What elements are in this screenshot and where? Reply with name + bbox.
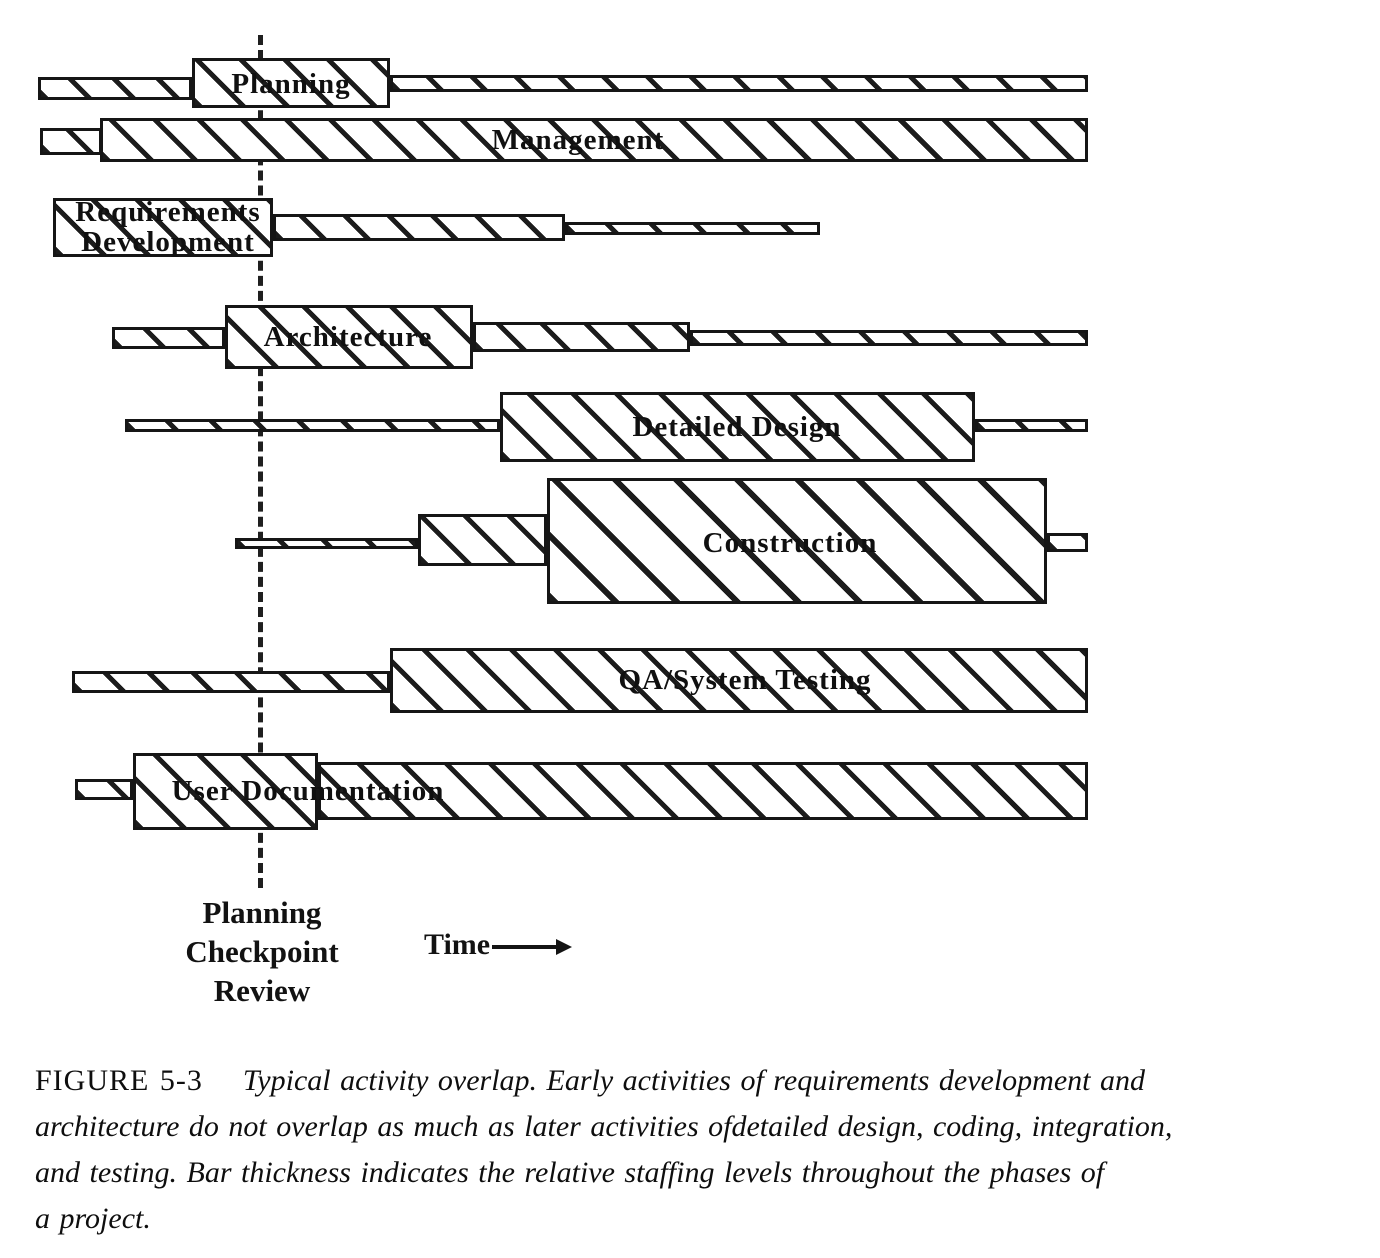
activity-label-planning: Planning — [231, 68, 351, 100]
bar-segment-architecture — [112, 327, 225, 349]
activity-label-user-documentation: User Documentation — [171, 775, 445, 807]
bar-segment-requirements-development — [273, 214, 565, 241]
time-label: Time — [424, 928, 491, 961]
activity-label-architecture: Architecture — [263, 321, 433, 353]
figure-caption — [35, 1058, 1355, 1242]
caption-line-2: architecture do not overlap as much as later activities ofdetailed design, coding, integration, — [35, 1110, 1173, 1143]
checkpoint-label-line: Planning — [202, 895, 322, 930]
bar-segment-architecture — [690, 330, 1088, 346]
bar-segment-detailed-design — [975, 419, 1088, 432]
caption-text: Typical activity overlap. Early activities of requirements development and — [242, 1064, 1145, 1097]
bar-segment-architecture — [473, 322, 690, 352]
bar-segment-management — [40, 128, 102, 155]
bar-segment-requirements-development — [565, 222, 820, 235]
planning-checkpoint-review-label — [185, 893, 338, 1010]
bar-segment-planning — [390, 75, 1088, 92]
bar-segment-construction — [418, 514, 547, 566]
figure-number: FIGURE 5-3 — [35, 1064, 203, 1097]
bar-segment-user-documentation — [75, 779, 133, 800]
bar-segment-construction — [235, 538, 418, 549]
activity-label-requirements-development: Requirements Development — [75, 196, 261, 258]
bar-segment-detailed-design — [125, 419, 500, 432]
caption-line-4: a project. — [35, 1202, 151, 1235]
time-arrow — [492, 945, 556, 949]
activity-label-construction: Construction — [702, 527, 878, 559]
bar-segment-planning — [38, 77, 192, 100]
activity-label-qa-system-testing: QA/System Testing — [618, 664, 872, 696]
activity-label-detailed-design: Detailed Design — [632, 411, 842, 443]
checkpoint-label-line: Checkpoint — [185, 934, 339, 969]
bar-segment-construction — [1047, 533, 1088, 552]
checkpoint-label-line: Review — [213, 973, 311, 1008]
bar-segment-qa-system-testing — [72, 671, 390, 693]
caption-line-1 — [35, 1058, 1355, 1104]
caption-line-3: and testing. Bar thickness indicates the relative staffing levels throughout the phases of — [35, 1156, 1105, 1189]
time-arrow-head-icon — [556, 939, 572, 955]
activity-label-management: Management — [491, 124, 665, 156]
